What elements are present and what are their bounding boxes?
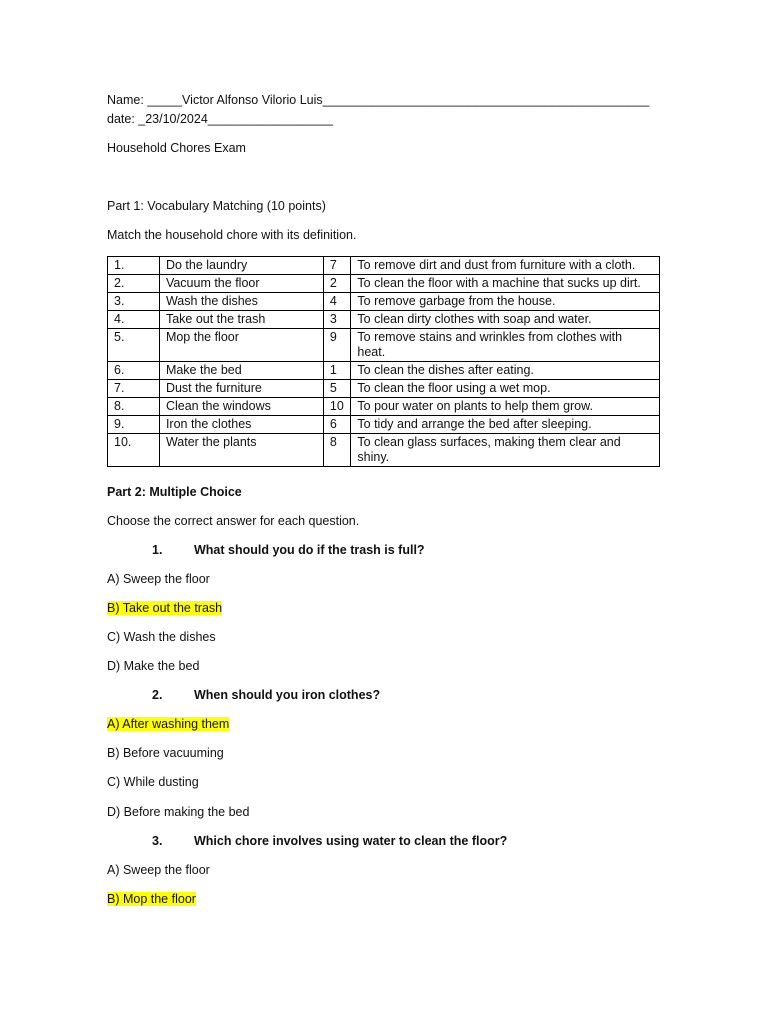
part1-instruction: Match the household chore with its definition. (107, 228, 357, 242)
definition-cell: To pour water on plants to help them grow. (351, 398, 660, 416)
definition-cell: To remove garbage from the house. (351, 293, 660, 311)
row-number: 1. (108, 257, 160, 275)
table-row (108, 416, 660, 434)
table-row (108, 257, 660, 275)
row-number: 5. (108, 329, 160, 362)
option-text: B) Before vacuuming (107, 746, 224, 760)
chore-cell: Mop the floor (159, 329, 323, 362)
definition-cell: To clean the floor with a machine that sucks up dirt. (351, 275, 660, 293)
table-row (108, 311, 660, 329)
answer-cell: 7 (323, 257, 350, 275)
question-number: 3. (152, 834, 163, 848)
table-row (108, 434, 660, 467)
row-number: 10. (108, 434, 160, 467)
part2-instruction: Choose the correct answer for each question. (107, 514, 360, 528)
chore-cell: Wash the dishes (159, 293, 323, 311)
answer-cell: 10 (323, 398, 350, 416)
row-number: 9. (108, 416, 160, 434)
highlighted-answer: B) Take out the trash (107, 601, 223, 615)
definition-cell: To remove stains and wrinkles from clothes with heat. (351, 329, 660, 362)
chore-cell: Iron the clothes (159, 416, 323, 434)
row-number: 6. (108, 362, 160, 380)
date-line: date: _23/10/2024__________________ (107, 112, 333, 126)
question-text: Which chore involves using water to clean the floor? (194, 834, 508, 848)
row-number: 8. (108, 398, 160, 416)
table-row (108, 293, 660, 311)
highlighted-answer: A) After washing them (107, 717, 230, 731)
part1-title: Part 1: Vocabulary Matching (10 points) (107, 199, 326, 213)
answer-cell: 8 (323, 434, 350, 467)
chore-cell: Clean the windows (159, 398, 323, 416)
chore-cell: Take out the trash (159, 311, 323, 329)
matching-table (107, 256, 660, 467)
option-text: C) While dusting (107, 775, 199, 789)
chore-cell: Make the bed (159, 362, 323, 380)
question-1 (152, 542, 425, 558)
option-text: A) Sweep the floor (107, 572, 210, 586)
question-text: What should you do if the trash is full? (194, 543, 425, 557)
answer-cell: 6 (323, 416, 350, 434)
definition-cell: To clean glass surfaces, making them clear and shiny. (351, 434, 660, 467)
table-row (108, 398, 660, 416)
exam-title: Household Chores Exam (107, 141, 246, 155)
row-number: 2. (108, 275, 160, 293)
definition-cell: To tidy and arrange the bed after sleeping. (351, 416, 660, 434)
question-text: When should you iron clothes? (194, 688, 381, 702)
table-row (108, 275, 660, 293)
question-3 (152, 833, 507, 849)
highlighted-answer: B) Mop the floor (107, 892, 196, 906)
row-number: 7. (108, 380, 160, 398)
definition-cell: To remove dirt and dust from furniture with a cloth. (351, 257, 660, 275)
definition-cell: To clean the floor using a wet mop. (351, 380, 660, 398)
answer-cell: 2 (323, 275, 350, 293)
answer-cell: 5 (323, 380, 350, 398)
name-line: Name: _____Victor Alfonso Vilorio Luis_______________________________________________ (107, 93, 650, 107)
chore-cell: Vacuum the floor (159, 275, 323, 293)
table-row (108, 329, 660, 362)
table-row (108, 362, 660, 380)
option-text: C) Wash the dishes (107, 630, 216, 644)
chore-cell: Water the plants (159, 434, 323, 467)
row-number: 3. (108, 293, 160, 311)
option-text: A) Sweep the floor (107, 863, 210, 877)
question-number: 1. (152, 543, 163, 557)
table-row (108, 380, 660, 398)
chore-cell: Do the laundry (159, 257, 323, 275)
option-text: D) Make the bed (107, 659, 200, 673)
part2-title: Part 2: Multiple Choice (107, 485, 242, 499)
row-number: 4. (108, 311, 160, 329)
option-text: D) Before making the bed (107, 805, 250, 819)
answer-cell: 9 (323, 329, 350, 362)
question-2 (152, 687, 380, 703)
answer-cell: 3 (323, 311, 350, 329)
answer-cell: 4 (323, 293, 350, 311)
definition-cell: To clean the dishes after eating. (351, 362, 660, 380)
question-number: 2. (152, 688, 163, 702)
answer-cell: 1 (323, 362, 350, 380)
definition-cell: To clean dirty clothes with soap and water. (351, 311, 660, 329)
chore-cell: Dust the furniture (159, 380, 323, 398)
